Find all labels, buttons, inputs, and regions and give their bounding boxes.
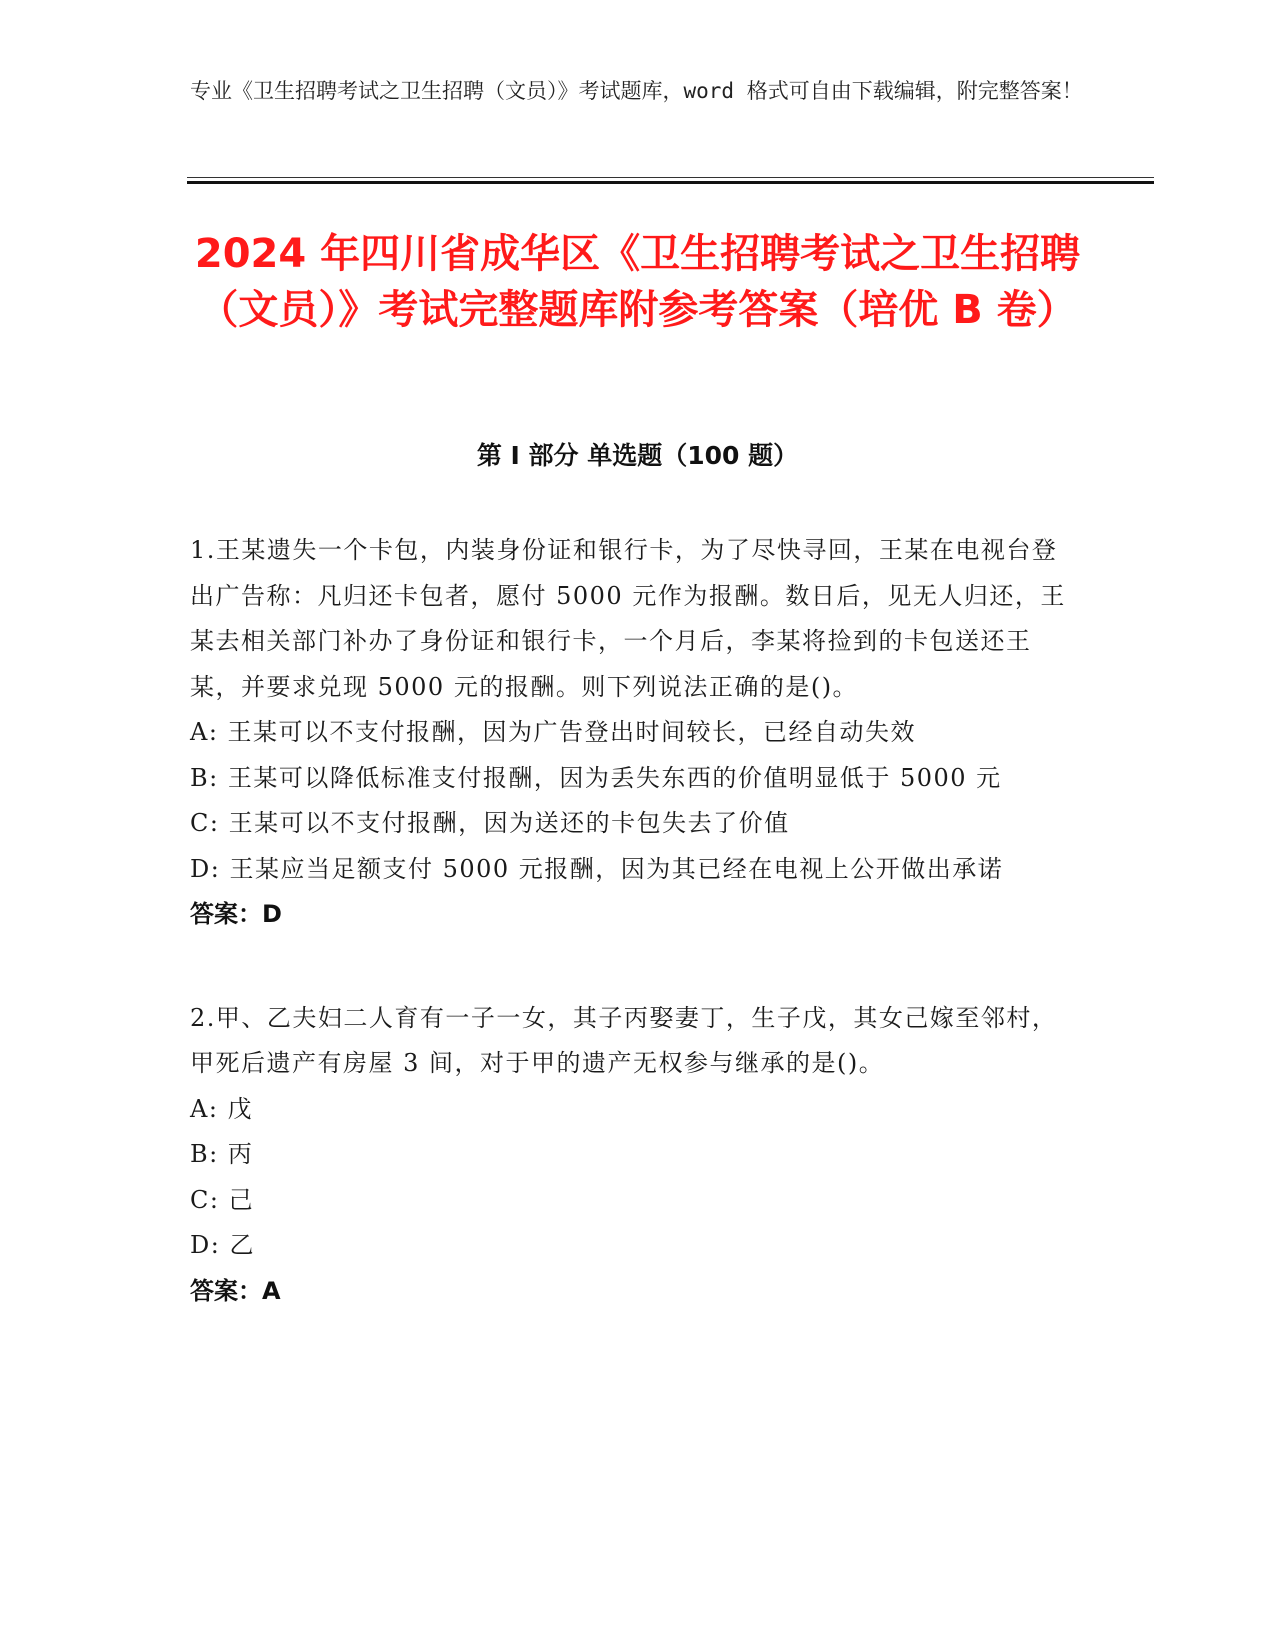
answer-line: 答案：D <box>190 900 282 928</box>
header-note: 专业《卫生招聘考试之卫生招聘（文员）》考试题库，word 格式可自由下载编辑，附完整答案！ <box>190 79 1083 103</box>
question-2 <box>190 996 1070 1315</box>
question-1 <box>190 528 1070 938</box>
option-a: A: 戊 <box>190 1094 254 1123</box>
question-list <box>190 528 1070 1372</box>
option-a: A: 王某可以不支付报酬，因为广告登出时间较长，已经自动失效 <box>190 718 917 746</box>
section-title: 第 I 部分 单选题（100 题） <box>476 441 799 470</box>
option-d: D: 乙 <box>190 1231 255 1259</box>
option-b: B: 王某可以降低标准支付报酬，因为丢失东西的价值明显低于 5000 元 <box>190 763 1002 792</box>
header-divider-thick <box>187 181 1154 184</box>
header-divider-thin <box>187 177 1154 178</box>
document-title: 2024 年四川省成华区《卫生招聘考试之卫生招聘（文员）》考试完整题库附参考答案（培优 B 卷） <box>194 231 1081 333</box>
option-d: D: 王某应当足额支付 5000 元报酬，因为其已经在电视上公开做出承诺 <box>190 854 1004 883</box>
question-stem: 2.甲、乙夫妇二人育有一子一女，其子丙娶妻丁，生子戊，其女己嫁至邻村，甲死后遗产有房屋 3 间，对于甲的遗产无权参与继承的是()。 <box>190 1003 1058 1077</box>
option-b: B: 丙 <box>190 1140 254 1168</box>
option-c: C: 王某可以不支付报酬，因为送还的卡包失去了价值 <box>190 809 790 837</box>
answer-line: 答案：A <box>190 1276 281 1305</box>
option-c: C: 己 <box>190 1185 255 1214</box>
question-stem: 1.王某遗失一个卡包，内装身份证和银行卡，为了尽快寻回，王某在电视台登出广告称：凡归还卡包者，愿付 5000 元作为报酬。数日后，见无人归还，王某去相关部门补办了身份证和银行卡，一个月后，李某将捡到的卡包送还王某，并要求兑现 5000 元的报酬。则下列说法正确的是()。 <box>190 536 1066 701</box>
